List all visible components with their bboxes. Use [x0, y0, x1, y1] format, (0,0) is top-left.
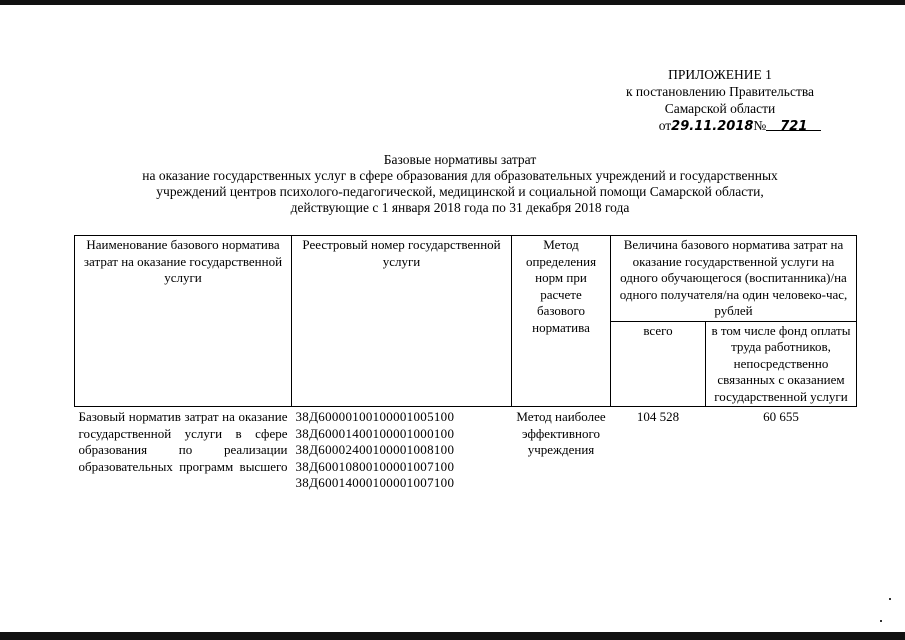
header-fund: в том числе фонд оплаты труда работников, непосредственно связанных с оказанием государственной услуги [706, 321, 857, 407]
registry-code: 38Д60010800100001007100 [295, 458, 455, 474]
document-heading [60, 152, 860, 216]
norms-table [74, 235, 857, 493]
row-method: Метод наиболее эффективного учреждения [516, 409, 606, 457]
appendix-line-2: к постановлению Правительства [625, 84, 815, 99]
header-method: Метод определения норм при расчете базового норматива [512, 236, 611, 407]
row-fund: 60 655 [763, 409, 799, 424]
registry-code: 38Д60002400100001008100 [295, 442, 455, 457]
appendix-title: ПРИЛОЖЕНИЕ 1 [668, 67, 772, 82]
handwritten-number: 721 [780, 119, 808, 134]
number-underline [766, 117, 821, 134]
table-header-row-1 [75, 236, 857, 322]
registry-code: 38Д60014000100001007100 [295, 475, 455, 490]
number-sign: № [753, 118, 767, 133]
header-registry-number: Реестровый номер государственной услуги [292, 236, 512, 407]
handwritten-date: 29.11.2018 [671, 119, 754, 134]
row-registry-codes [292, 407, 512, 493]
header-name: Наименование базового норматива затрат на оказание государственной услуги [75, 236, 292, 407]
heading-line-4: действующие с 1 января 2018 года по 31 декабря 2018 года [290, 200, 630, 215]
scan-bottom-edge [0, 632, 905, 640]
scan-speck [880, 620, 882, 622]
heading-line-2: на оказание государственных услуг в сфере образования для образовательных учреждений и государственных [142, 168, 778, 183]
scan-top-edge [0, 0, 905, 5]
row-name: Базовый норматив затрат на оказание государственной услуги в сфере образования по реализации образовательных программ высшего [78, 409, 288, 474]
appendix-line-3: Самарской области [664, 101, 776, 116]
header-total: всего [611, 321, 706, 407]
appendix-block [560, 66, 880, 135]
registry-code: 38Д60001400100001000100 [295, 425, 455, 441]
scan-speck [889, 598, 891, 600]
registry-code: 38Д60000100100001005100 [295, 409, 455, 424]
date-prefix: от [658, 118, 672, 133]
header-value: Величина базового норматива затрат на оказание государственной услуги на одного обучающегося (воспитанника)/на одного получателя/на один человеко-час, рублей [611, 236, 857, 322]
table-row [75, 407, 857, 493]
heading-line-3: учреждений центров психолого-педагогической, медицинской и социальной помощи Самарской области, [156, 184, 764, 199]
appendix-date-line [600, 117, 880, 135]
row-total: 104 528 [636, 409, 680, 424]
heading-line-1: Базовые нормативы затрат [383, 152, 537, 167]
